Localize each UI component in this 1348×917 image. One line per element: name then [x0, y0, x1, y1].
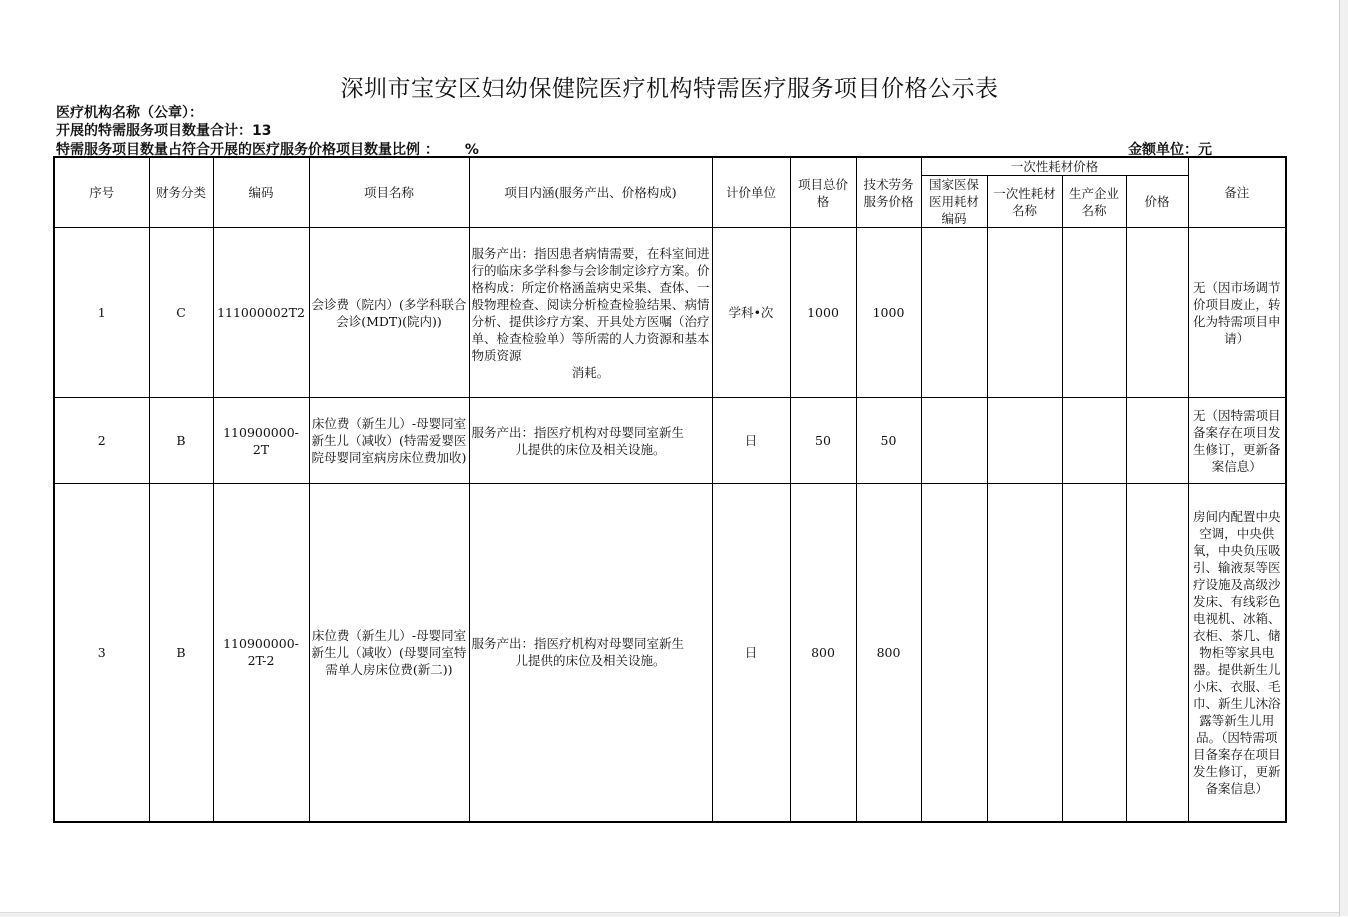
content-text: 服务产出：指医疗机构对母婴同室新生 — [471, 636, 685, 652]
header-consumable-group: 一次性耗材价格 — [921, 157, 1188, 176]
page-title: 深圳市宝安区妇幼保健院医疗机构特需医疗服务项目价格公示表 — [340, 76, 999, 102]
header-content: 项目内涵(服务产出、价格构成) — [469, 157, 712, 228]
cell-name: 床位费（新生儿）-母婴同室新生儿（减收）(母婴同室特需单人房床位费(新二)) — [309, 484, 469, 822]
cell-total-price: 1000 — [790, 228, 856, 398]
content-text: 服务产出：指因患者病情需要，在科室间进行的临床多学科参与会诊制定诊疗方案。价格构成：所定价格涵盖病史采集、查体、一般物理检查、阅读分析检查检验结果、病情分析、提供诊疗方案、开具处方医嘱（治疗单、检查检验单）等所需的人力资源和基本物质资源 — [471, 245, 710, 363]
content-tail: 儿提供的床位及相关设施。 — [515, 653, 666, 669]
cell-content — [469, 484, 712, 822]
cell-name: 床位费（新生儿）-母婴同室新生儿（减收）(特需爱婴医院母婴同室病房床位费加收) — [309, 398, 469, 484]
header-category: 财务分类 — [149, 157, 213, 228]
cell-consumable-code — [921, 484, 987, 822]
cell-labor-price: 800 — [856, 484, 921, 822]
cell-manufacturer — [1062, 484, 1126, 822]
table-row — [54, 484, 1286, 822]
cell-category: C — [149, 228, 213, 398]
header-labor-price: 技术劳务服务价格 — [856, 157, 921, 228]
header-consumable-name: 一次性耗材名称 — [987, 176, 1062, 228]
cell-remark: 无（因特需项目备案存在项目发生修订，更新备案信息） — [1188, 398, 1286, 484]
ratio-unit: % — [464, 142, 479, 158]
header-seq: 序号 — [54, 157, 149, 228]
cell-consumable-name — [987, 484, 1062, 822]
cell-manufacturer — [1062, 398, 1126, 484]
cell-code: 110900000-2T — [213, 398, 309, 484]
header-price: 价格 — [1126, 176, 1188, 228]
header-consumable-code: 国家医保医用耗材编码 — [921, 176, 987, 228]
cell-remark: 无（因市场调节价项目废止，转化为特需项目申请） — [1188, 228, 1286, 398]
cell-content — [469, 228, 712, 398]
ratio-label: 特需服务项目数量占符合开展的医疗服务价格项目数量比例 ： — [56, 142, 439, 158]
table-row — [54, 398, 1286, 484]
content-tail: 消耗。 — [571, 364, 610, 380]
header-row-1 — [54, 157, 1286, 176]
project-count-label: 开展的特需服务项目数量合计：13 — [56, 123, 272, 139]
cell-seq: 2 — [54, 398, 149, 484]
cell-price — [1126, 484, 1188, 822]
cell-content — [469, 398, 712, 484]
cell-name: 会诊费（院内）(多学科联合会诊(MDT)(院内)) — [309, 228, 469, 398]
cell-consumable-code — [921, 228, 987, 398]
cell-code: 111000002T2 — [213, 228, 309, 398]
page-edge-right — [1339, 0, 1348, 916]
cell-unit: 日 — [712, 484, 790, 822]
cell-consumable-name — [987, 228, 1062, 398]
content-text: 服务产出：指医疗机构对母婴同室新生 — [471, 424, 685, 440]
cell-manufacturer — [1062, 228, 1126, 398]
cell-total-price: 800 — [790, 484, 856, 822]
cell-labor-price: 50 — [856, 398, 921, 484]
header-code: 编码 — [213, 157, 309, 228]
cell-labor-price: 1000 — [856, 228, 921, 398]
cell-price — [1126, 228, 1188, 398]
currency-unit: 金额单位：元 — [1128, 142, 1212, 158]
page-edge-bottom — [0, 912, 1339, 917]
cell-category: B — [149, 484, 213, 822]
header-name: 项目名称 — [309, 157, 469, 228]
table-row — [54, 228, 1286, 398]
price-table — [53, 156, 1287, 823]
content-tail: 儿提供的床位及相关设施。 — [515, 441, 666, 457]
cell-total-price: 50 — [790, 398, 856, 484]
cell-consumable-code — [921, 398, 987, 484]
cell-code: 110900000-2T-2 — [213, 484, 309, 822]
header-remark: 备注 — [1188, 157, 1286, 228]
cell-unit: 学科•次 — [712, 228, 790, 398]
header-manufacturer: 生产企业名称 — [1062, 176, 1126, 228]
cell-category: B — [149, 398, 213, 484]
institution-label: 医疗机构名称（公章）： — [56, 105, 203, 121]
cell-seq: 3 — [54, 484, 149, 822]
cell-remark: 房间内配置中央空调，中央供氧，中央负压吸引、输液泵等医疗设施及高级沙发床、有线彩色电视机、冰箱、衣柜、茶几、储物柜等家具电器。提供新生儿小床、衣服、毛巾、新生儿沐浴露等新生儿用品。（因特需项目备案存在项目发生修订，更新备案信息） — [1188, 484, 1286, 822]
header-unit: 计价单位 — [712, 157, 790, 228]
cell-unit: 日 — [712, 398, 790, 484]
cell-price — [1126, 398, 1188, 484]
cell-consumable-name — [987, 398, 1062, 484]
header-total-price: 项目总价格 — [790, 157, 856, 228]
cell-seq: 1 — [54, 228, 149, 398]
